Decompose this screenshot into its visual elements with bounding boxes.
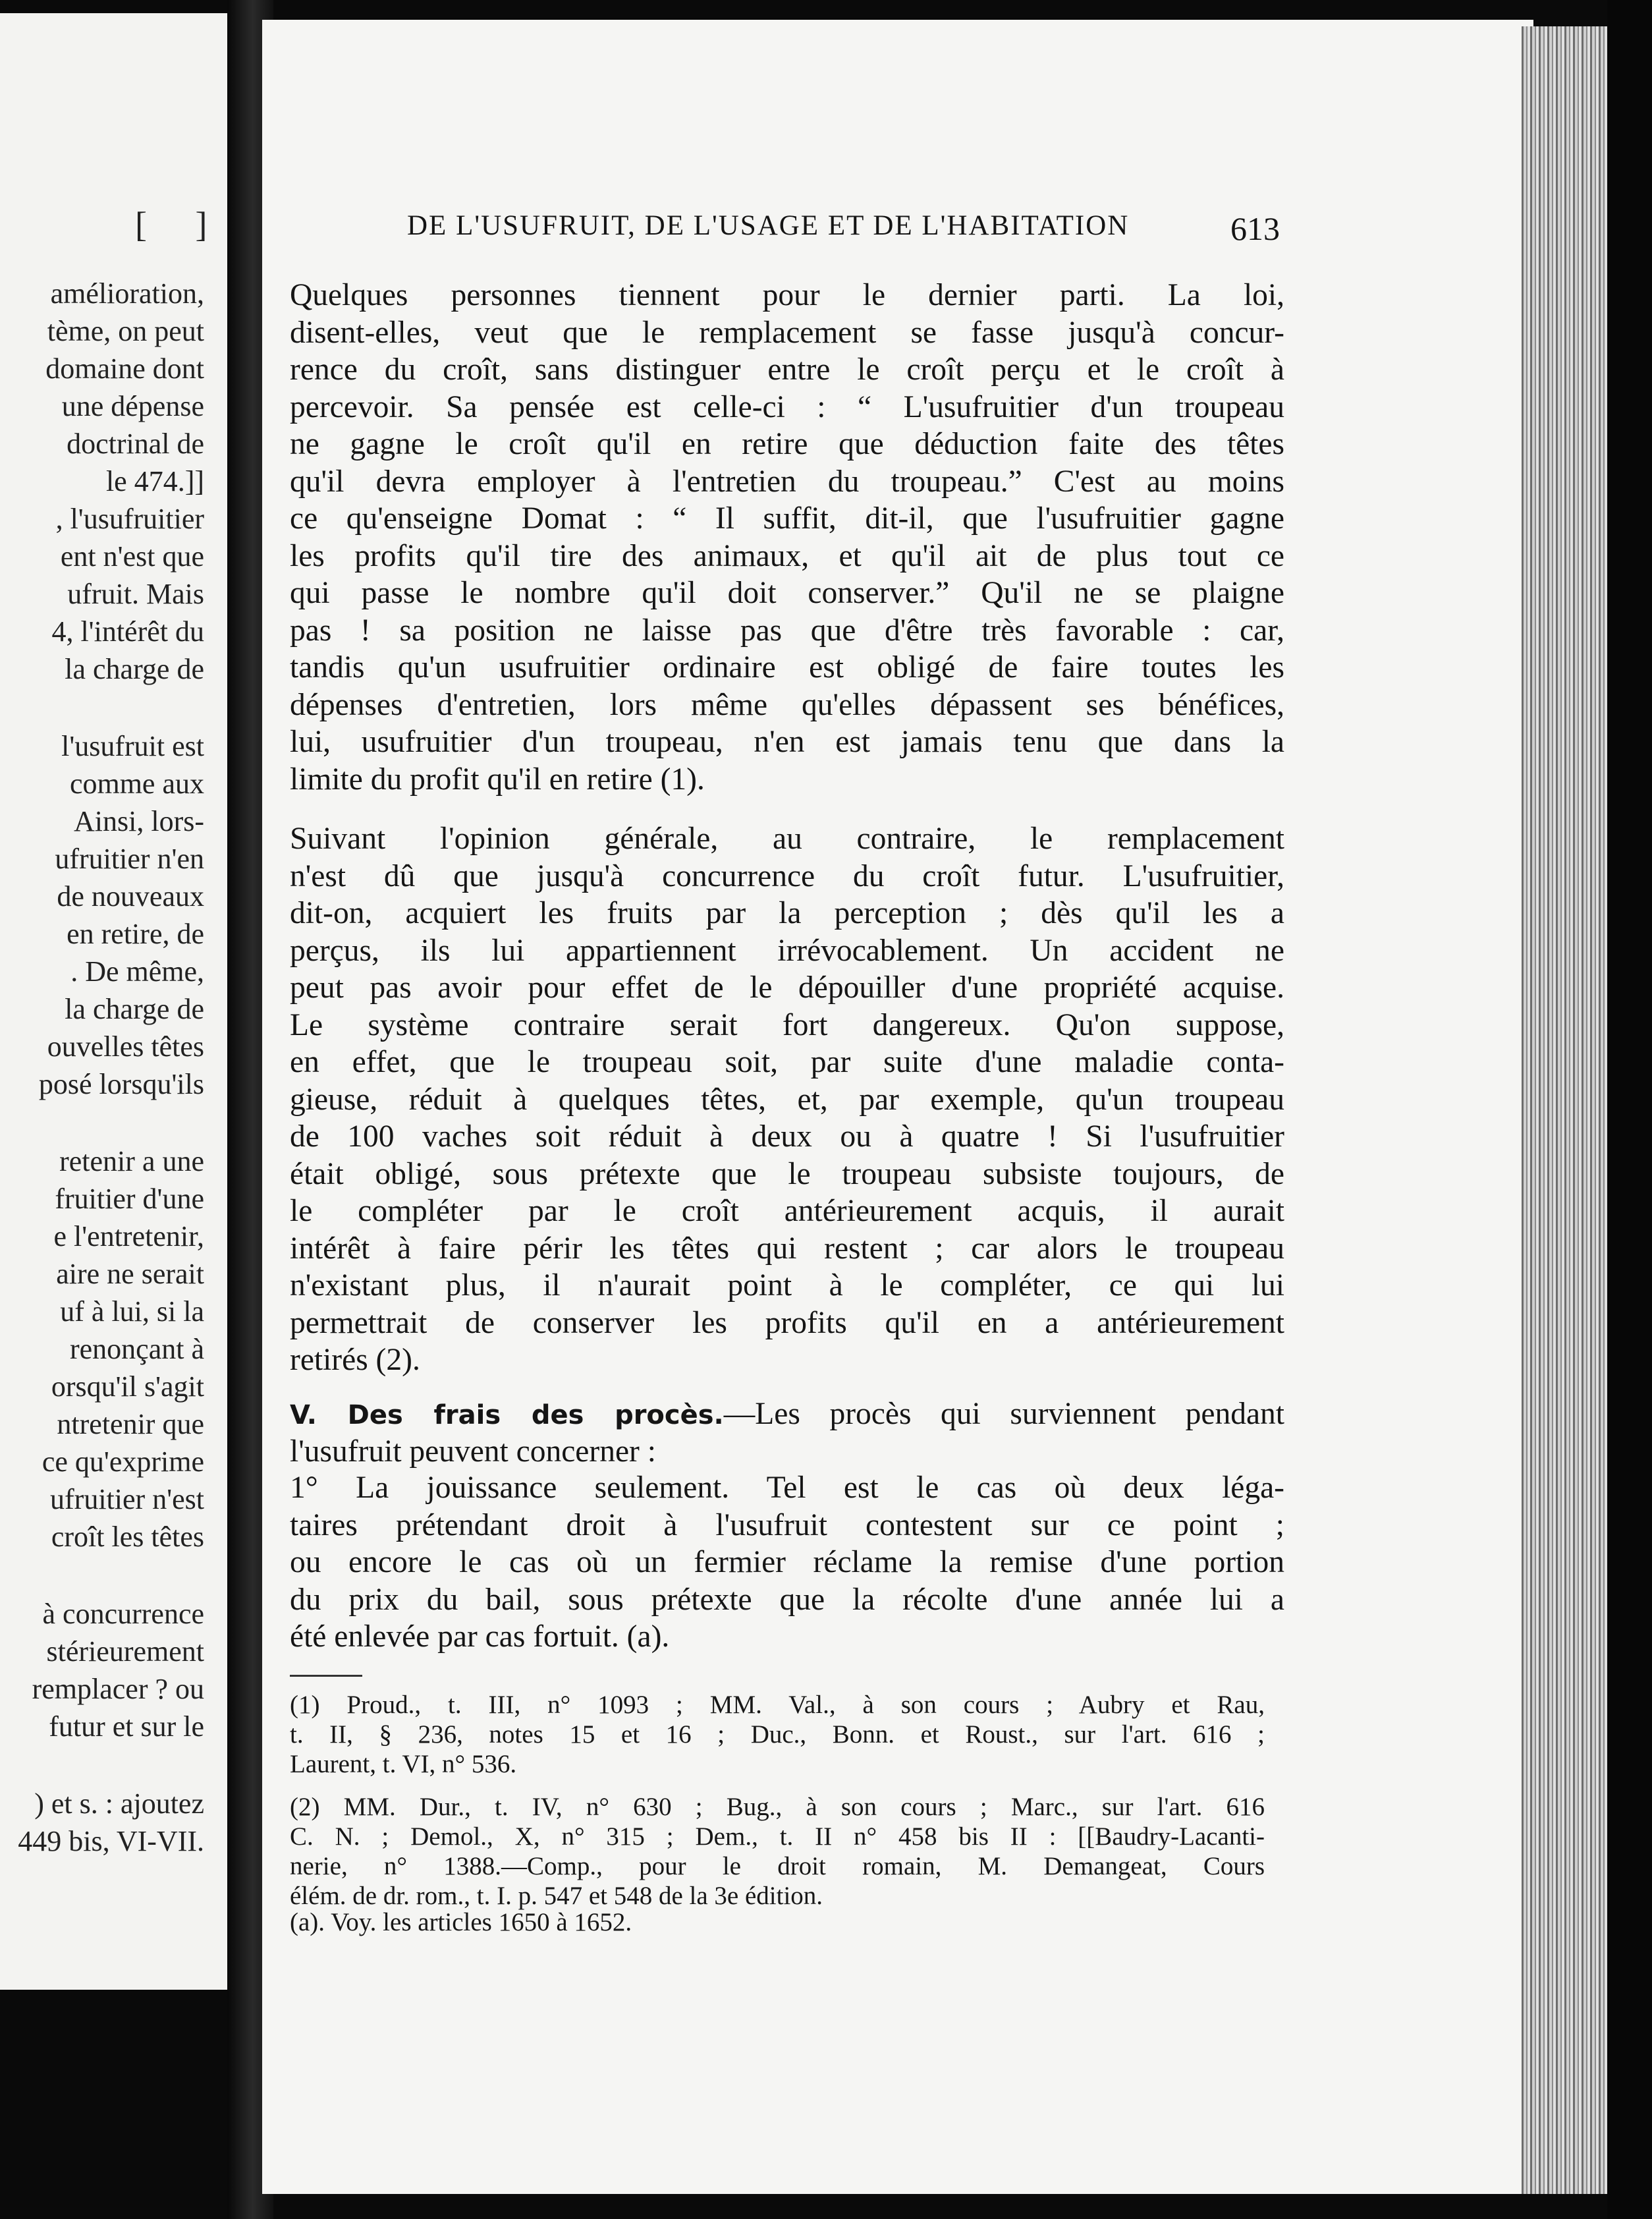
- section-v-line2: l'usufruit peuvent concerner :: [290, 1434, 656, 1469]
- section-v-heading: V. Des frais des procès.: [290, 1400, 724, 1430]
- page-number: 613: [1230, 210, 1280, 247]
- paragraph-1: [290, 277, 1284, 798]
- paragraph-1-line: ne gagne le croît qu'il en retire que déduction faite des têtes: [290, 427, 1284, 461]
- left-page-line: retenir a une: [59, 1145, 204, 1177]
- left-page-line: en retire, de: [67, 918, 204, 950]
- footnote-rule: [290, 1675, 362, 1677]
- footnote-a: [290, 1907, 1265, 1937]
- left-page-line: ufruitier n'est: [50, 1483, 204, 1515]
- left-page-line: renonçant à: [70, 1333, 204, 1365]
- paragraph-2-line: était obligé, sous prétexte que le troupeau subsiste toujours, de: [290, 1156, 1284, 1191]
- left-page-line: , l'usufruitier: [55, 503, 204, 535]
- left-page-line: le 474.]]: [105, 465, 204, 497]
- paragraph-2-line: intérêt à faire périr les têtes qui restent ; car alors le troupeau: [290, 1231, 1284, 1266]
- left-page-line: uf à lui, si la: [60, 1295, 204, 1328]
- left-page-line: ufruit. Mais: [67, 578, 204, 610]
- footnote-a-line: (a). Voy. les articles 1650 à 1652.: [290, 1908, 632, 1936]
- paragraph-2-line: en effet, que le troupeau soit, par suite d'une maladie conta-: [290, 1045, 1284, 1079]
- paragraph-2-line: Suivant l'opinion générale, au contraire, le remplacement: [290, 822, 1284, 856]
- left-page-line: posé lorsqu'ils: [38, 1068, 204, 1100]
- paragraph-3: [290, 1469, 1284, 1656]
- paragraph-1-line: qui passe le nombre qu'il doit conserver.” Qu'il ne se plaigne: [290, 576, 1284, 610]
- left-page-line: futur et sur le: [49, 1710, 204, 1743]
- paragraph-2-line: n'est dû que jusqu'à concurrence du croît futur. L'usufruitier,: [290, 858, 1284, 893]
- left-page-line: la charge de: [65, 993, 204, 1025]
- paragraph-1-line: tandis qu'un usufruitier ordinaire est obligé de faire toutes les: [290, 650, 1284, 685]
- footnote-1-line: Laurent, t. VI, n° 536.: [290, 1750, 517, 1778]
- paragraph-1-line: lui, usufruitier d'un troupeau, n'en est jamais tenu que dans la: [290, 725, 1284, 759]
- paragraph-1-line: ce qu'enseigne Domat : “ Il suffit, dit-il, que l'usufruitier gagne: [290, 501, 1284, 536]
- left-page-line: une dépense: [61, 390, 204, 422]
- paragraph-1-line: limite du profit qu'il en retire (1).: [290, 762, 705, 797]
- left-page-line: aire ne serait: [56, 1258, 204, 1290]
- left-page-line: tème, on peut: [47, 315, 204, 347]
- left-page-line: doctrinal de: [67, 428, 204, 460]
- footnote-2-line: nerie, n° 1388.—Comp., pour le droit romain, M. Demangeat, Cours: [290, 1852, 1265, 1880]
- left-page-line: de nouveaux: [57, 880, 204, 913]
- left-page-line: ufruitier n'en: [55, 843, 204, 875]
- footnote-2-line: C. N. ; Demol., X, n° 315 ; Dem., t. II n° 458 bis II : [[Baudry-Lacanti-: [290, 1822, 1265, 1851]
- paragraph-3-line: été enlevée par cas fortuit. (a).: [290, 1619, 670, 1654]
- left-page-line: e l'entretenir,: [53, 1220, 204, 1252]
- footnote-1-line: (1) Proud., t. III, n° 1093 ; MM. Val., à son cours ; Aubry et Rau,: [290, 1691, 1265, 1719]
- section-v-line1: —Les procès qui surviennent pendant: [723, 1397, 1284, 1431]
- section-v: [290, 1395, 1284, 1470]
- paragraph-1-line: disent-elles, veut que le remplacement se fasse jusqu'à concur-: [290, 315, 1284, 350]
- footnote-2-line: élém. de dr. rom., t. I. p. 547 et 548 de la 3e édition.: [290, 1882, 823, 1910]
- scan-border: [1607, 0, 1652, 2219]
- left-page-line: comme aux: [69, 768, 204, 800]
- paragraph-2-line: perçus, ils lui appartiennent irrévocablement. Un accident ne: [290, 933, 1284, 968]
- page-edges: [1522, 26, 1607, 2194]
- left-facing-page: [0, 13, 231, 1990]
- paragraph-2-line: gieuse, réduit à quelques têtes, et, par exemple, qu'un troupeau: [290, 1082, 1284, 1117]
- left-page-line: remplacer ? ou: [32, 1673, 204, 1705]
- left-page-line: amélioration,: [50, 277, 204, 310]
- left-page-line: la charge de: [65, 653, 204, 685]
- paragraph-2-line: dit-on, acquiert les fruits par la perception ; dès qu'il les a: [290, 896, 1284, 930]
- paragraph-1-line: pas ! sa position ne laisse pas que d'être très favorable : car,: [290, 613, 1284, 648]
- left-page-line: ent n'est que: [60, 540, 204, 573]
- left-page-line: Ainsi, lors-: [74, 805, 204, 837]
- paragraph-1-line: rence du croît, sans distinguer entre le croît perçu et le croît à: [290, 352, 1284, 387]
- left-page-line: ntretenir que: [57, 1408, 204, 1440]
- left-page-line: 4, l'intérêt du: [51, 615, 204, 648]
- paragraph-2-line: de 100 vaches soit réduit à deux ou à quatre ! Si l'usufruitier: [290, 1119, 1284, 1154]
- footnote-1-line: t. II, § 236, notes 15 et 16 ; Duc., Bonn. et Roust., sur l'art. 616 ;: [290, 1720, 1265, 1749]
- paragraph-1-line: percevoir. Sa pensée est celle-ci : “ L'usufruitier d'un troupeau: [290, 389, 1284, 424]
- paragraph-2-line: le compléter par le croît antérieurement acquis, il aurait: [290, 1194, 1284, 1228]
- left-page-line: croît les têtes: [51, 1521, 204, 1553]
- left-page-bracket: [ ]: [135, 205, 227, 244]
- left-page-line: ce qu'exprime: [41, 1446, 204, 1478]
- paragraph-3-line: du prix du bail, sous prétexte que la récolte d'une année lui a: [290, 1582, 1284, 1617]
- paragraph-2-line: peut pas avoir pour effet de le dépouiller d'une propriété acquise.: [290, 970, 1284, 1005]
- paragraph-1-line: qu'il devra employer à l'entretien du troupeau.” C'est au moins: [290, 464, 1284, 499]
- footnote-2: [290, 1792, 1265, 1911]
- left-page-line: ouvelles têtes: [47, 1030, 204, 1063]
- left-page-line: 449 bis, VI-VII.: [18, 1825, 204, 1857]
- left-page-line: orsqu'il s'agit: [51, 1370, 204, 1403]
- paragraph-1-line: dépenses d'entretien, lors même qu'elles dépassent ses bénéfices,: [290, 687, 1284, 722]
- paragraph-2: [290, 820, 1284, 1379]
- footnote-2-line: (2) MM. Dur., t. IV, n° 630 ; Bug., à son cours ; Marc., sur l'art. 616: [290, 1793, 1265, 1821]
- left-page-line: . De même,: [70, 955, 204, 988]
- paragraph-3-line: taires prétendant droit à l'usufruit contestent sur ce point ;: [290, 1507, 1284, 1542]
- paragraph-2-line: n'existant plus, il n'aurait point à le compléter, ce qui lui: [290, 1268, 1284, 1303]
- paragraph-1-line: Quelques personnes tiennent pour le dernier parti. La loi,: [290, 278, 1284, 312]
- left-page-line: fruitier d'une: [55, 1183, 204, 1215]
- paragraph-3-line: 1° La jouissance seulement. Tel est le cas où deux léga-: [290, 1471, 1284, 1505]
- paragraph-2-line: retirés (2).: [290, 1343, 420, 1377]
- paragraph-2-line: Le système contraire serait fort dangereux. Qu'on suppose,: [290, 1007, 1284, 1042]
- left-page-line: ) et s. : ajoutez: [34, 1787, 204, 1820]
- paragraph-1-line: les profits qu'il tire des animaux, et qu'il ait de plus tout ce: [290, 538, 1284, 573]
- footnote-1: [290, 1690, 1265, 1779]
- left-page-line: domaine dont: [45, 352, 204, 385]
- left-page-line: à concurrence: [42, 1598, 204, 1630]
- paragraph-3-line: ou encore le cas où un fermier réclame la remise d'une portion: [290, 1545, 1284, 1579]
- running-head: DE L'USUFRUIT, DE L'USAGE ET DE L'HABITATION: [407, 210, 1130, 241]
- left-page-line: stérieurement: [46, 1635, 204, 1668]
- left-page-line: l'usufruit est: [61, 730, 204, 762]
- paragraph-2-line: permettrait de conserver les profits qu'il en a antérieurement: [290, 1305, 1284, 1340]
